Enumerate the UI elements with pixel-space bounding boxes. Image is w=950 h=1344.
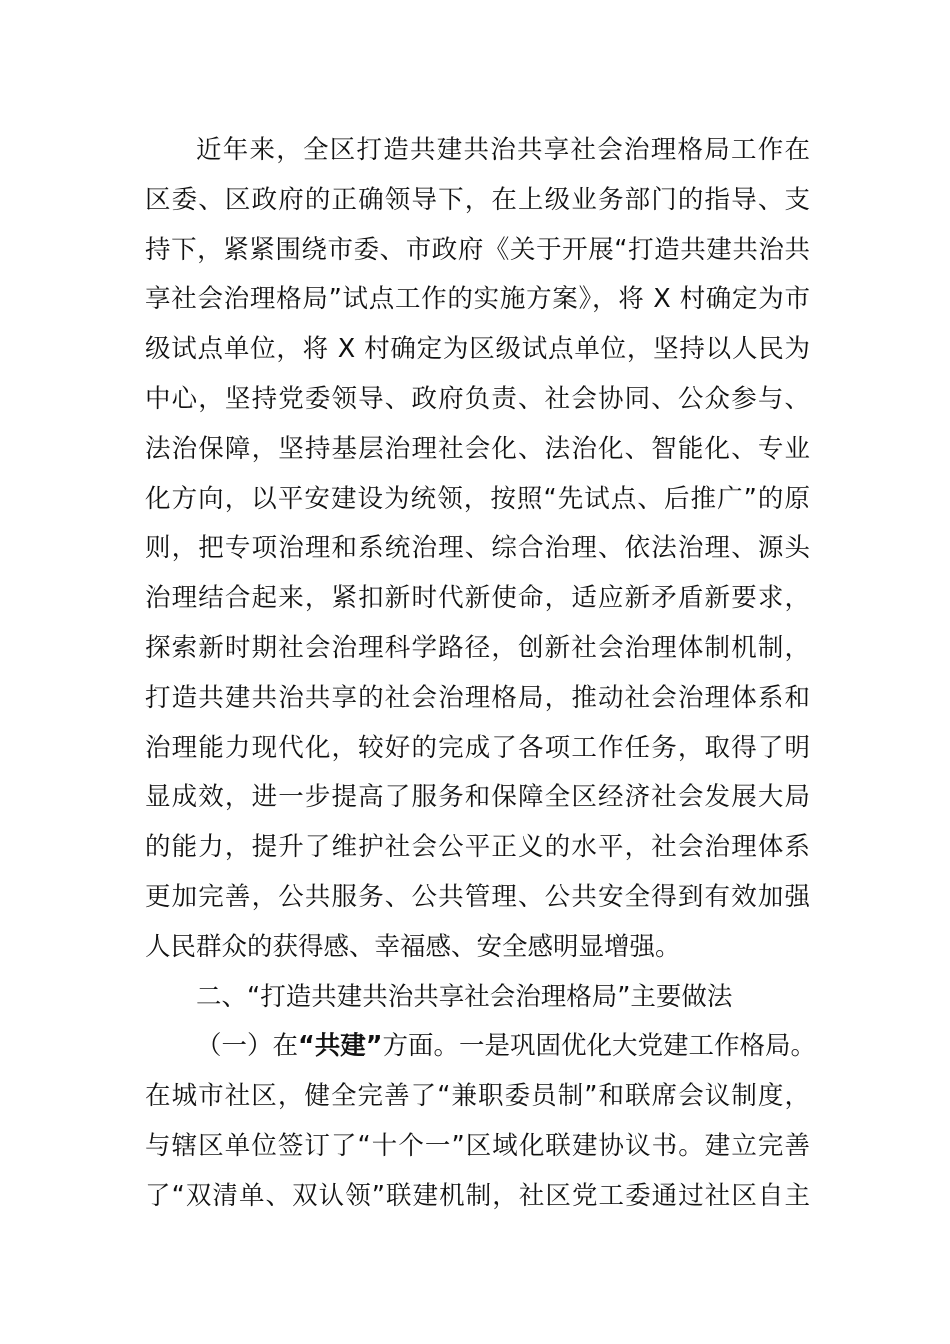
paragraph-line: 持下，紧紧围绕市委、市政府《关于开展“打造共建共治共 bbox=[145, 234, 810, 265]
subsection-prefix: （一）在 bbox=[196, 1031, 299, 1062]
paragraph-line: 区委、区政府的正确领导下，在上级业务部门的指导、支 bbox=[145, 184, 810, 215]
paragraph-line: 享社会治理格局”试点工作的实施方案》，将 X 村确定为市 bbox=[145, 284, 810, 315]
document-body bbox=[145, 126, 817, 1222]
paragraph-line: 探索新时期社会治理科学路径，创新社会治理体制机制， bbox=[145, 632, 810, 663]
paragraph-line: 了“双清单、双认领”联建机制，社区党工委通过社区自主 bbox=[145, 1180, 810, 1211]
paragraph-line: 则，把专项治理和系统治理、综合治理、依法治理、源头 bbox=[145, 533, 810, 564]
section-heading: 二、“打造共建共治共享社会治理格局”主要做法 bbox=[196, 981, 733, 1012]
paragraph-line: 法治保障，坚持基层治理社会化、法治化、智能化、专业 bbox=[145, 433, 810, 464]
paragraph-line: 在城市社区，健全完善了“兼职委员制”和联席会议制度， bbox=[145, 1081, 810, 1112]
paragraph-line: 人民群众的获得感、幸福感、安全感明显增强。 bbox=[145, 931, 681, 962]
paragraph-line: 近年来，全区打造共建共治共享社会治理格局工作在 bbox=[196, 135, 810, 165]
subsection-rest: 方面。一是巩固优化大党建工作格局。 bbox=[382, 1031, 817, 1062]
paragraph-line: 治理能力现代化，较好的完成了各项工作任务，取得了明 bbox=[145, 732, 810, 763]
paragraph-line: 显成效，进一步提高了服务和保障全区经济社会发展大局 bbox=[145, 782, 810, 813]
paragraph-line: 中心，坚持党委领导、政府负责、社会协同、公众参与、 bbox=[145, 383, 810, 414]
paragraph-line: 打造共建共治共享的社会治理格局，推动社会治理体系和 bbox=[145, 682, 810, 713]
paragraph-line: 更加完善，公共服务、公共管理、公共安全得到有效加强 bbox=[145, 881, 810, 912]
paragraph-line: 与辖区单位签订了“十个一”区域化联建协议书。建立完善 bbox=[145, 1130, 810, 1161]
paragraph-line: 的能力，提升了维护社会公平正义的水平，社会治理体系 bbox=[145, 832, 810, 863]
paragraph-line: 级试点单位，将 X 村确定为区级试点单位，坚持以人民为 bbox=[145, 334, 810, 365]
subsection-line bbox=[145, 1022, 817, 1072]
paragraph-line: 化方向，以平安建设为统领，按照“先试点、后推广”的原 bbox=[145, 483, 810, 514]
paragraph-line: 治理结合起来，紧扣新时代新使命，适应新矛盾新要求， bbox=[145, 583, 810, 614]
subsection-bold-term: “共建” bbox=[298, 1031, 383, 1062]
